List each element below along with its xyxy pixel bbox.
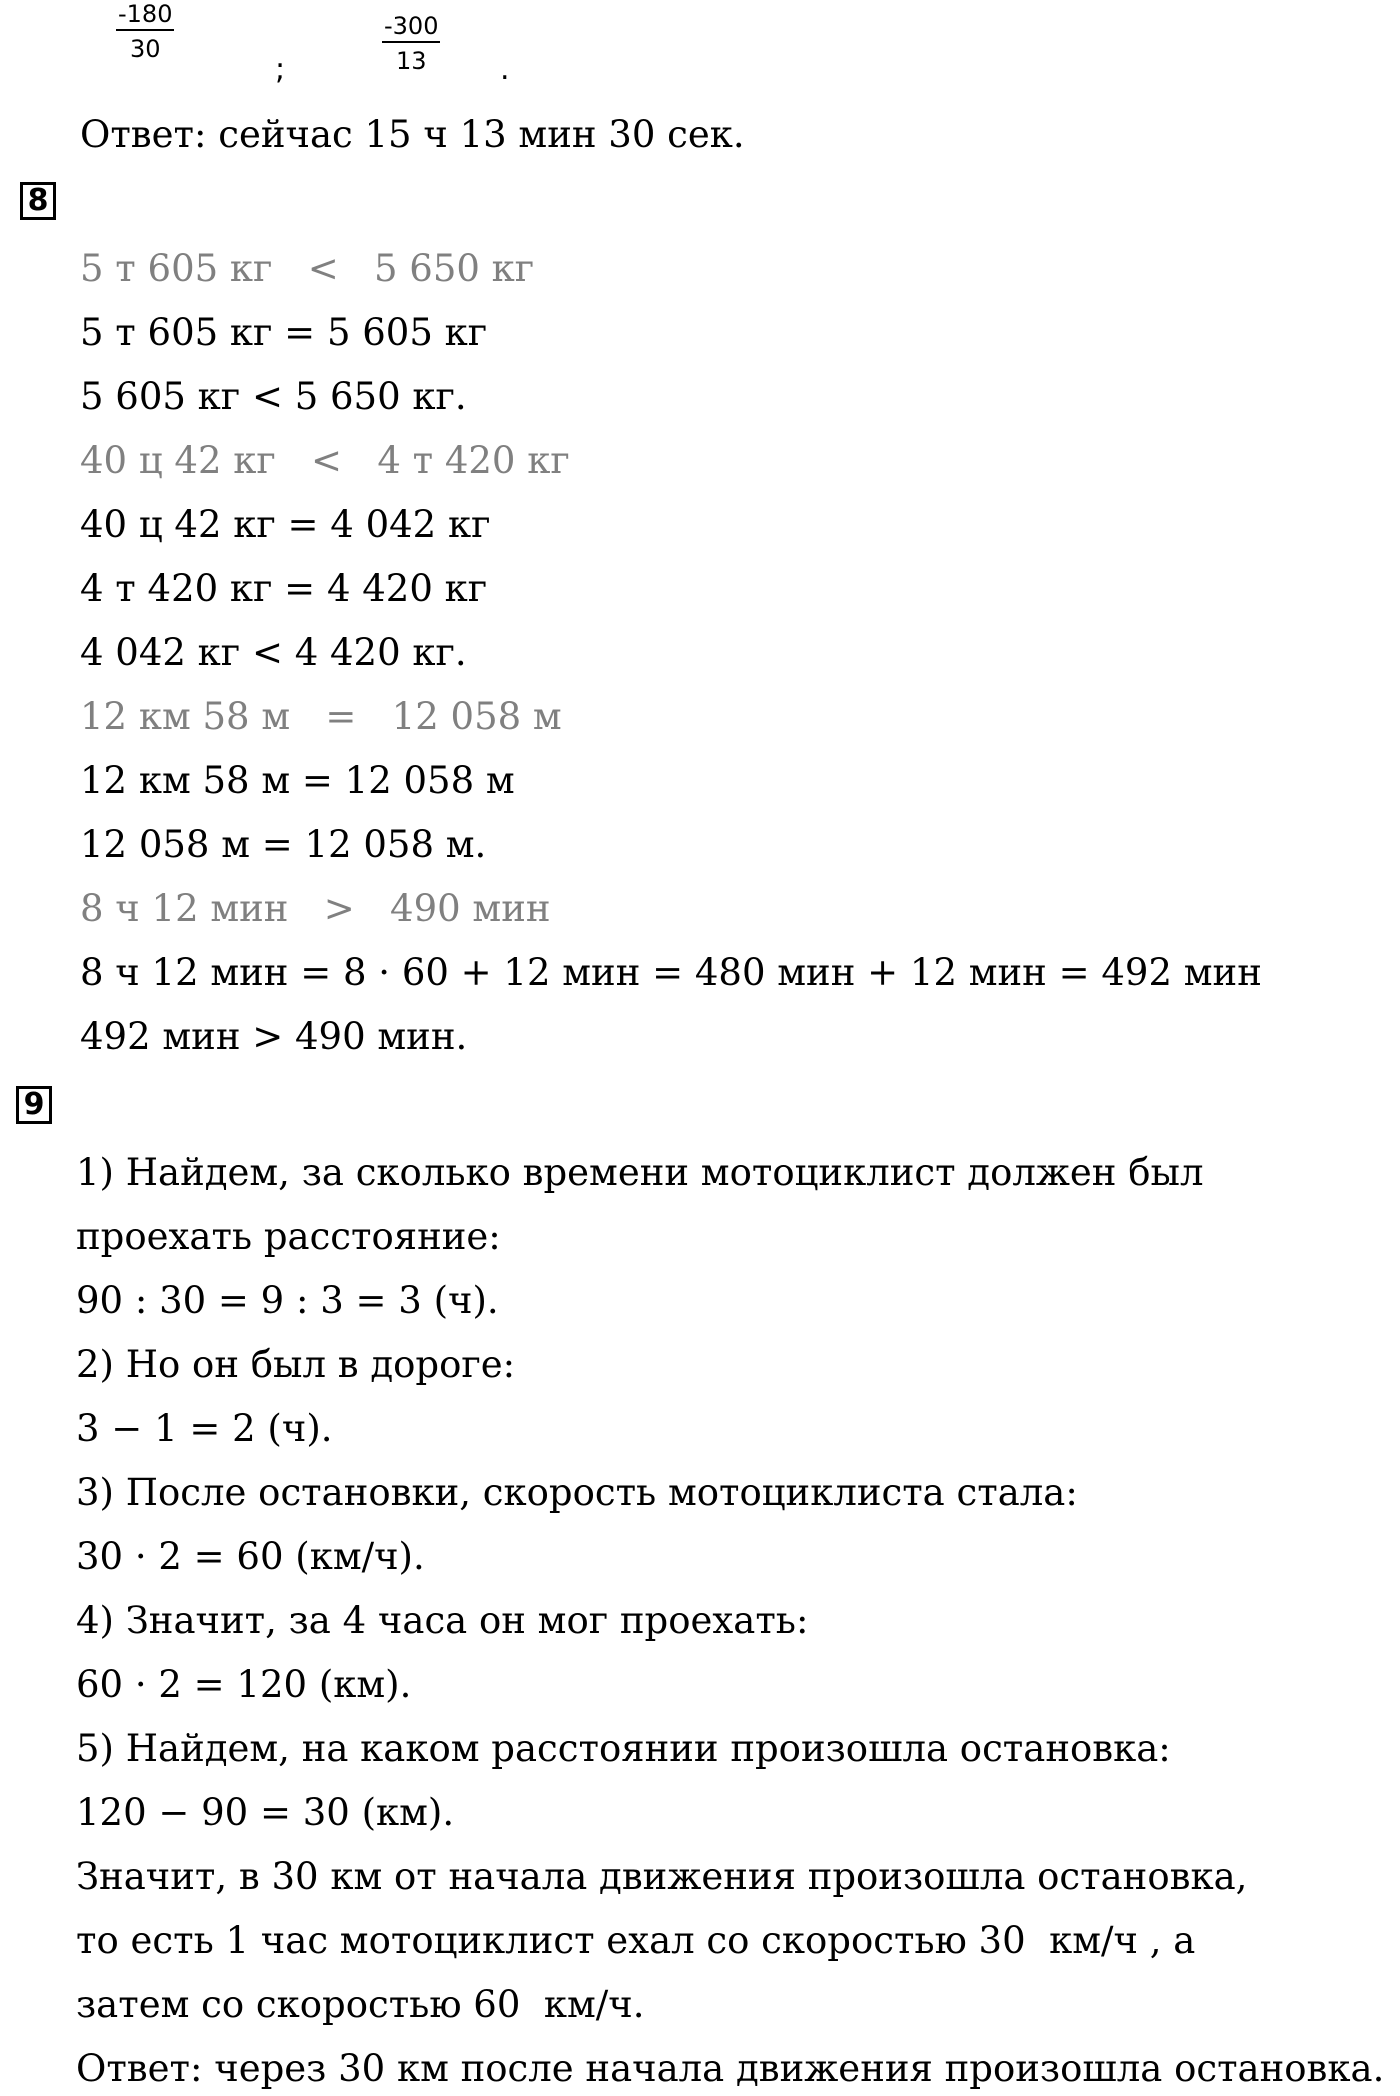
task9-line-6: 3) После остановки, скорость мотоциклиста стала: bbox=[76, 1471, 1078, 1514]
task9-line-5: 3 − 1 = 2 (ч). bbox=[76, 1407, 333, 1450]
answer-line: Ответ: сейчас 15 ч 13 мин 30 сек. bbox=[80, 113, 745, 156]
task8-line-4: 40 ц 42 кг < 4 т 420 кг bbox=[80, 439, 570, 482]
task8-line-5: 40 ц 42 кг = 4 042 кг bbox=[80, 503, 491, 546]
task8-line-13: 492 мин > 490 мин. bbox=[80, 1015, 468, 1058]
separator-semicolon: ; bbox=[275, 52, 286, 87]
task9-answer: Ответ: через 30 км после начала движения произошла остановка. bbox=[76, 2047, 1385, 2090]
fraction-1-numerator: -180 bbox=[118, 0, 173, 28]
task9-line-1: 1) Найдем, за сколько времени мотоциклист должен был bbox=[76, 1151, 1204, 1194]
task8-line-11: 8 ч 12 мин > 490 мин bbox=[80, 887, 551, 930]
separator-period: . bbox=[500, 52, 510, 87]
task8-line-2: 5 т 605 кг = 5 605 кг bbox=[80, 311, 488, 354]
fraction-1 bbox=[116, 2, 174, 61]
task8-line-9: 12 км 58 м = 12 058 м bbox=[80, 759, 515, 802]
task9-line-4: 2) Но он был в дороге: bbox=[76, 1343, 516, 1386]
task9-line-11: 120 − 90 = 30 (км). bbox=[76, 1791, 455, 1834]
task8-line-7: 4 042 кг < 4 420 кг. bbox=[80, 631, 467, 674]
task9-line-10: 5) Найдем, на каком расстоянии произошла остановка: bbox=[76, 1727, 1171, 1770]
task9-line-12: Значит, в 30 км от начала движения произошла остановка, bbox=[76, 1855, 1248, 1898]
task8-line-10: 12 058 м = 12 058 м. bbox=[80, 823, 487, 866]
task8-line-12: 8 ч 12 мин = 8 · 60 + 12 мин = 480 мин + 12 мин = 492 мин bbox=[80, 951, 1262, 994]
fraction-2 bbox=[382, 14, 440, 73]
task9-line-9: 60 · 2 = 120 (км). bbox=[76, 1663, 412, 1706]
task9-line-14: затем со скоростью 60 км/ч. bbox=[76, 1983, 645, 2026]
task8-line-3: 5 605 кг < 5 650 кг. bbox=[80, 375, 467, 418]
task8-line-6: 4 т 420 кг = 4 420 кг bbox=[80, 567, 488, 610]
task9-line-7: 30 · 2 = 60 (км/ч). bbox=[76, 1535, 425, 1578]
task-number-8: 8 bbox=[20, 182, 56, 220]
task8-line-8: 12 км 58 м = 12 058 м bbox=[80, 695, 562, 738]
task9-line-13: то есть 1 час мотоциклист ехал со скоростью 30 км/ч , а bbox=[76, 1919, 1196, 1962]
fraction-1-denominator: 30 bbox=[129, 35, 161, 63]
fraction-2-numerator: -300 bbox=[384, 12, 439, 40]
task8-line-1: 5 т 605 кг < 5 650 кг bbox=[80, 247, 535, 290]
task9-line-8: 4) Значит, за 4 часа он мог проехать: bbox=[76, 1599, 809, 1642]
task-number-9: 9 bbox=[16, 1086, 52, 1124]
task9-line-2: проехать расстояние: bbox=[76, 1215, 501, 1258]
fraction-2-denominator: 13 bbox=[395, 47, 427, 75]
task9-line-3: 90 : 30 = 9 : 3 = 3 (ч). bbox=[76, 1279, 499, 1322]
